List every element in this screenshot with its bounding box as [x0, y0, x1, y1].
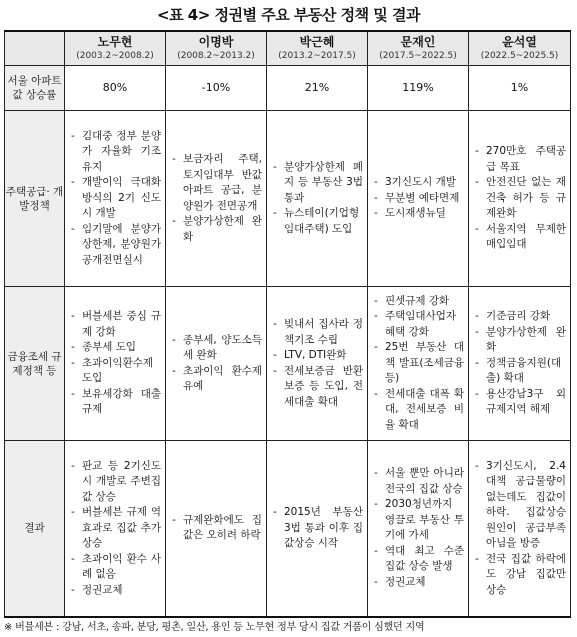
result-item: - 초과이익 환수 사례 없음: [71, 552, 161, 583]
policy-cell: [166, 111, 267, 287]
president-name: 윤석열: [502, 35, 537, 49]
term-period: (2008.2~2013.2): [177, 51, 255, 61]
col-header: [469, 31, 571, 66]
policy-item: - 주택임대사업자 혜택 강화: [374, 309, 464, 340]
term-period: (2022.5~2025.5): [480, 51, 559, 61]
policy-item: - 분양가상한제 폐지 등 부동산 3법 통과: [273, 160, 363, 207]
result-cell: [469, 441, 571, 617]
apt-price-row: [5, 66, 571, 111]
col-header: [368, 31, 469, 66]
term-period: (2017.5~2022.5): [379, 51, 457, 61]
term-period: (2003.2~2008.2): [76, 51, 154, 61]
price-change-cell: -10%: [166, 66, 267, 111]
table-title: <표 4> 정권별 주요 부동산 정책 및 결과: [157, 6, 420, 24]
policy-item: - 무분별 예타면제: [374, 191, 464, 207]
row-label: 금융조세 규제정책 등: [5, 287, 65, 441]
result-item: - 2030청년까지 영끌로 부동산 투기에 가세: [374, 497, 464, 544]
row-label: 서울 아파트값 상승률: [5, 66, 65, 111]
policy-item: - 용산강남3구 외 규제지역 해제: [475, 387, 566, 418]
policy-item: - 초과이익환수제 도입: [71, 356, 161, 387]
president-name: 이명박: [198, 35, 234, 49]
policy-item: - 분양가상한제 완화: [172, 214, 262, 245]
term-period: (2013.2~2017.5): [278, 51, 356, 61]
policy-item: - 보유세강화 대출규제: [71, 387, 161, 418]
policy-item: - 뉴스테이(기업형 임대주택) 도입: [273, 206, 363, 237]
col-header: [166, 31, 267, 66]
policy-item: - 전세보증금 반환보증 등 도입, 전세대출 확대: [273, 364, 363, 411]
result-cell: [65, 441, 166, 617]
result-item: - 정권교체: [71, 583, 161, 599]
policy-item: - 초과이익 환수제 유예: [172, 364, 262, 395]
policy-cell: [65, 287, 166, 441]
policy-cell: [469, 111, 571, 287]
result-item: - 3기신도시, 2.4대책 공급물량이 없는데도 집값이 하락. 집값상승 원인이 공급부족 아님을 방증: [475, 459, 566, 552]
result-item: - 전국 집값 하락에도 강남 집값만 상승: [475, 552, 566, 599]
result-item: - 서울 뿐만 아니라 전국의 집값 상승: [374, 466, 464, 497]
policy-item: - 25번 부동산 대책 발표(조세금융 등): [374, 340, 464, 387]
result-cell: [166, 441, 267, 617]
policy-item: - 보금자리 주택, 토지임대부 반값 아파트 공급, 분양원가 전면공개: [172, 152, 262, 214]
result-item: - 판교 등 2기신도시 개발로 주변집값 상승: [71, 459, 161, 506]
header-row: [5, 31, 571, 66]
supply-row: [5, 111, 571, 287]
result-item: - 버블세븐 규제 역효과로 집값 추가상승: [71, 505, 161, 552]
policy-item: - 서울지역 무제한 매입임대: [475, 222, 566, 253]
policy-item: - 김대중 정부 분양가 자율화 기조 유지: [71, 129, 161, 176]
price-change-cell: 1%: [469, 66, 571, 111]
president-name: 문재인: [400, 35, 436, 49]
policy-item: - 종부세 도입: [71, 340, 161, 356]
policy-cell: [368, 111, 469, 287]
policy-item: - 안전진단 없는 재건축 허가 등 규제완화: [475, 175, 566, 222]
result-item: - 규제완화에도 집값은 오히려 하락: [172, 513, 262, 544]
col-header: [267, 31, 368, 66]
policy-item: - 분양가상한제 완화: [475, 325, 566, 356]
result-cell: [267, 441, 368, 617]
policy-item: - 빚내서 집사라 정책기조 수립: [273, 317, 363, 348]
policy-cell: [267, 287, 368, 441]
policy-item: - LTV, DTI완화: [273, 348, 363, 364]
result-item: - 2015년 부동산 3법 통과 이후 집값상승 시작: [273, 505, 363, 552]
policy-item: - 종부세, 양도소득세 완화: [172, 333, 262, 364]
result-row: [5, 441, 571, 617]
policy-cell: [469, 287, 571, 441]
col-header: [65, 31, 166, 66]
policy-item: - 핀셋규제 강화: [374, 294, 464, 310]
header-corner: [5, 31, 65, 66]
policy-cell: [166, 287, 267, 441]
policy-cell: [368, 287, 469, 441]
policy-table: [4, 30, 571, 618]
policy-item: - 전세대출 대폭 확대, 전세보증 비율 확대: [374, 387, 464, 434]
price-change-cell: 21%: [267, 66, 368, 111]
policy-cell: [65, 111, 166, 287]
row-label: 주택공급· 개발정책: [5, 111, 65, 287]
price-change-cell: 80%: [65, 66, 166, 111]
result-item: - 역대 최고 수준 집값 상승 발생: [374, 544, 464, 575]
policy-item: - 270만호 주택공급 목표: [475, 144, 566, 175]
policy-item: - 정책금융지원(대출) 확대: [475, 356, 566, 387]
row-label: 결과: [5, 441, 65, 617]
result-item: - 정권교체: [374, 575, 464, 591]
footnote: ※ 버블세븐 : 강남, 서초, 송파, 분당, 평촌, 일산, 용인 등 노무현 정부 당시 집값 거품이 심했던 지역: [4, 622, 425, 633]
policy-cell: [267, 111, 368, 287]
policy-item: - 임기말에 분양가상한제, 분양원가 공개전면실시: [71, 222, 161, 269]
policy-item: - 3기신도시 개발: [374, 175, 464, 191]
policy-item: - 도시재생뉴딜: [374, 206, 464, 222]
president-name: 박근혜: [299, 35, 335, 49]
president-name: 노무현: [97, 35, 133, 49]
result-cell: [368, 441, 469, 617]
policy-item: - 기준금리 강화: [475, 309, 566, 325]
policy-item: - 개발이익 극대화 방식의 2기 신도시 개발: [71, 175, 161, 222]
policy-item: - 버블세븐 중심 규제 강화: [71, 309, 161, 340]
finance-row: [5, 287, 571, 441]
price-change-cell: 119%: [368, 66, 469, 111]
